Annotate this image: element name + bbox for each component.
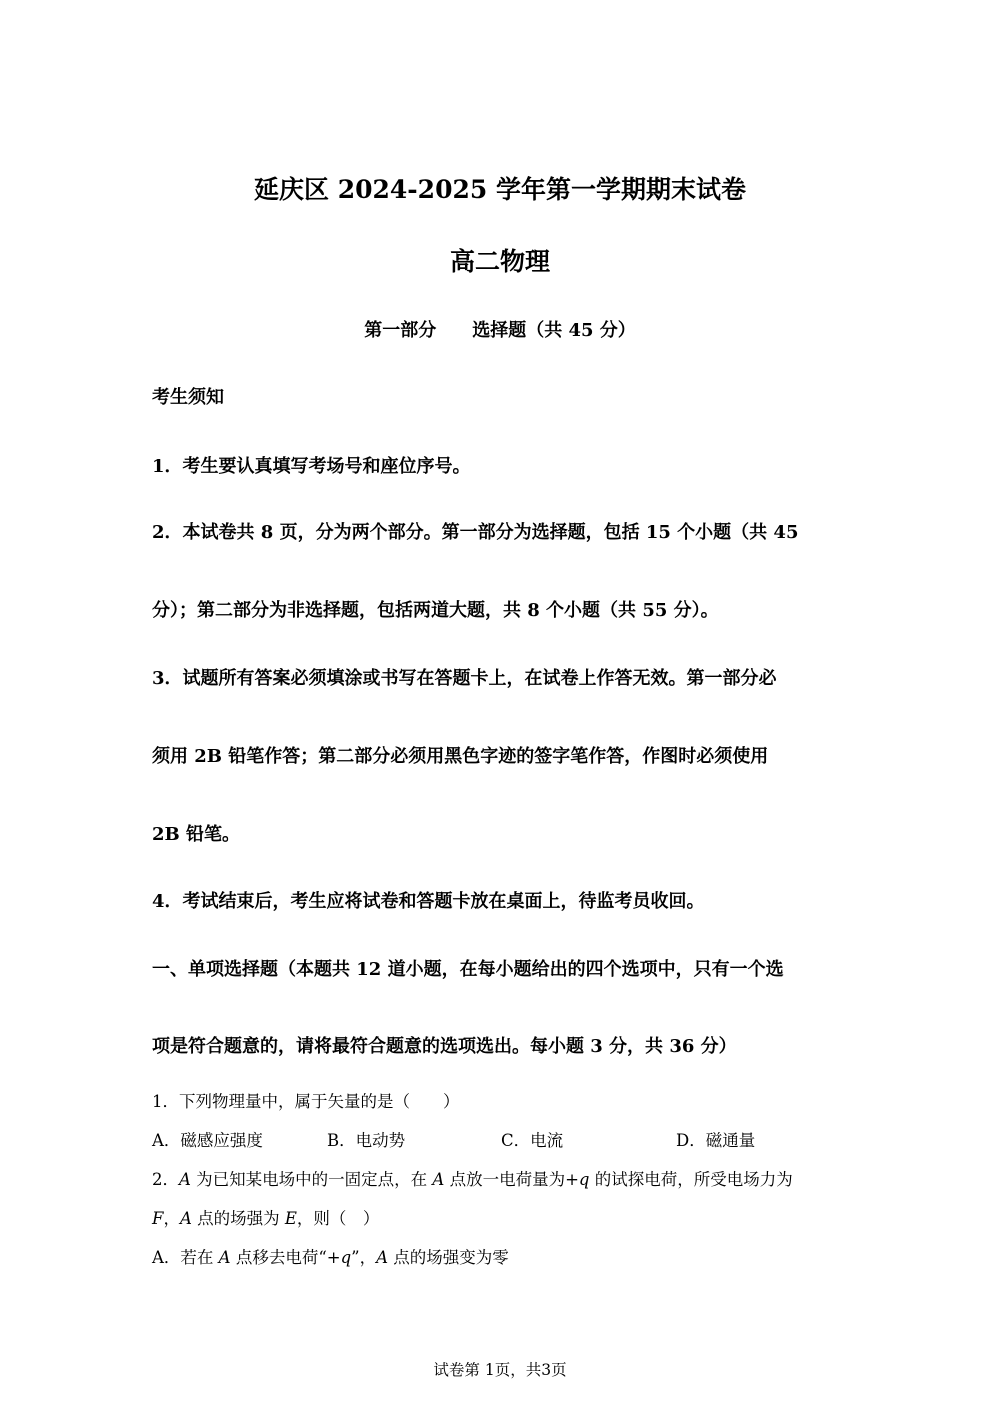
notice-line-7: 4．考试结束后，考生应将试卷和答题卡放在桌面上，待监考员收回。 [152, 891, 705, 912]
question-1-option-a: A．磁感应强度 [152, 1131, 263, 1150]
notice-line-5: 须用 2B 铅笔作答；第二部分必须用黑色字迹的签字笔作答，作图时必须使用 [152, 746, 769, 767]
question-2-stem-line-2: F，A 点的场强为 E，则（ ） [152, 1209, 380, 1228]
question-1-option-b: B．电动势 [327, 1131, 406, 1150]
question-1-option-c: C．电流 [501, 1131, 564, 1150]
notice-line-3: 分）；第二部分为非选择题，包括两道大题，共 8 个小题（共 55 分）。 [152, 600, 719, 621]
notice-line-4: 3．试题所有答案必须填涂或书写在答题卡上，在试卷上作答无效。第一部分必 [152, 668, 777, 689]
question-2-option-a: A．若在 A 点移去电荷“+q”，A 点的场强变为零 [152, 1248, 509, 1267]
notice-line-1: 1．考生要认真填写考场号和座位序号。 [152, 456, 471, 477]
section-one-line-1: 一、单项选择题（本题共 12 道小题，在每小题给出的四个选项中，只有一个选 [152, 959, 784, 980]
subject-title: 高二物理 [449, 247, 550, 276]
page-footer: 试卷第 1页，共3页 [433, 1361, 567, 1379]
part-one-heading: 第一部分 选择题（共 45 分） [364, 320, 636, 341]
section-one-line-2: 项是符合题意的，请将最符合题意的选项选出。每小题 3 分，共 36 分） [152, 1036, 737, 1057]
question-1-option-d: D．磁通量 [676, 1131, 756, 1150]
notice-heading: 考生须知 [152, 387, 224, 408]
question-2-stem-line-1: 2．A 为已知某电场中的一固定点，在 A 点放一电荷量为+q 的试探电荷，所受电场力为 [152, 1170, 793, 1189]
question-1-stem: 1．下列物理量中，属于矢量的是（ ） [152, 1092, 460, 1111]
notice-line-2: 2．本试卷共 8 页，分为两个部分。第一部分为选择题，包括 15 个小题（共 45 [152, 522, 799, 543]
notice-line-6: 2B 铅笔。 [152, 824, 241, 845]
exam-title: 延庆区 2024-2025 学年第一学期期末试卷 [254, 175, 746, 204]
